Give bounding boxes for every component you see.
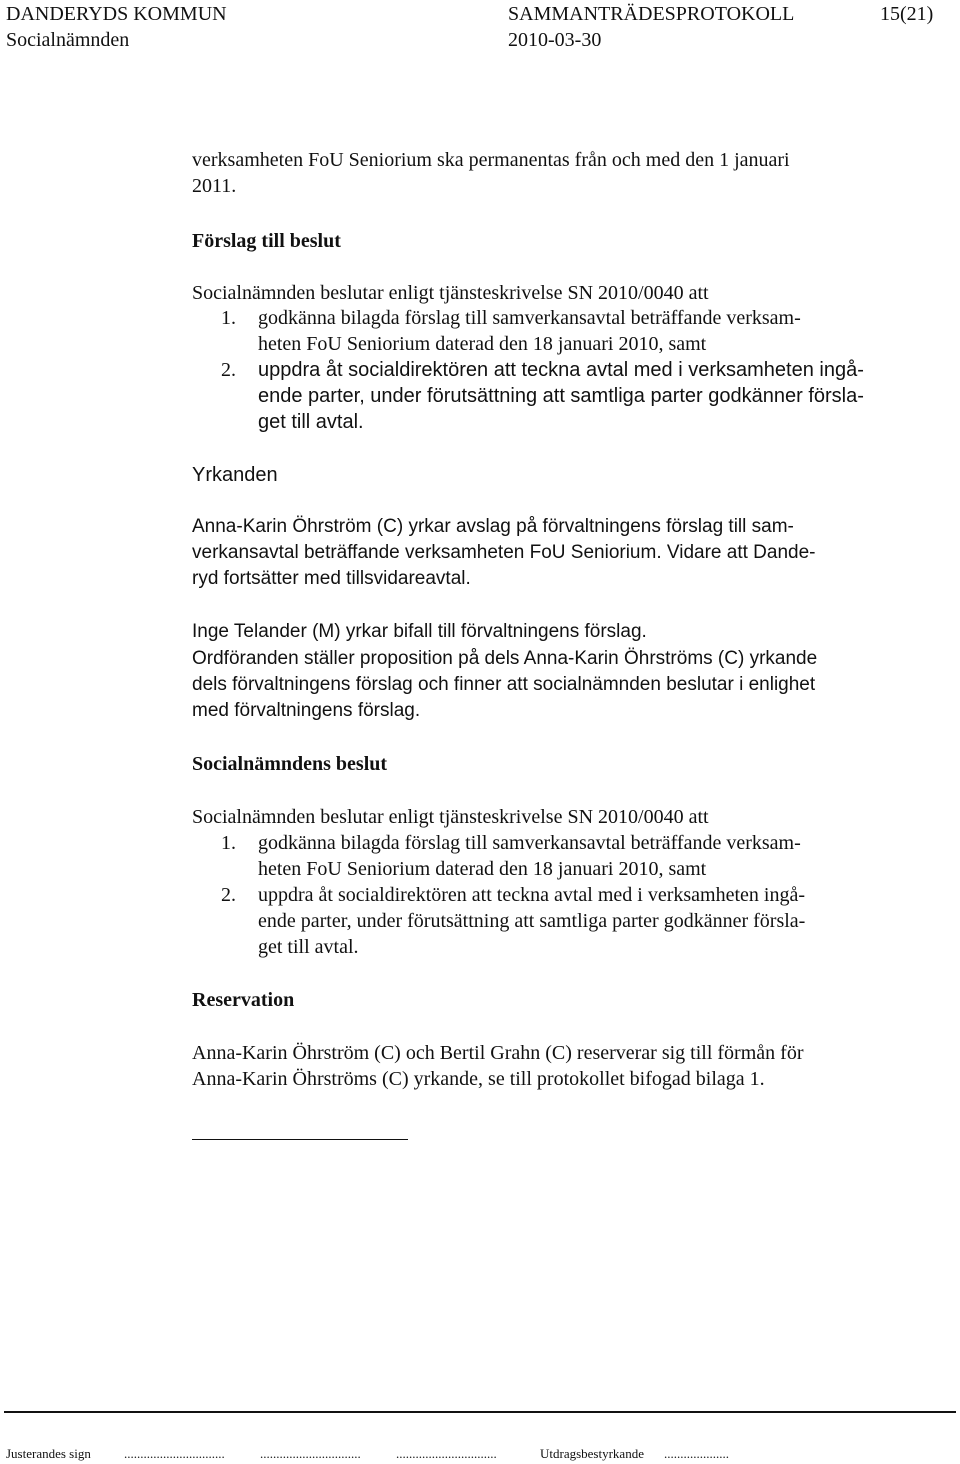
reservation-text: Anna-Karin Öhrströms (C) yrkande, se till protokollet bifogad bilaga 1. — [192, 1068, 765, 1090]
proposal-item-number: 2. — [221, 359, 236, 381]
decision-lead: Socialnämnden beslutar enligt tjänsteskrivelse SN 2010/0040 att — [192, 806, 709, 828]
reservation-text: Anna-Karin Öhrström (C) och Bertil Grahn (C) reserverar sig till förmån för — [192, 1042, 804, 1064]
motion-paragraph: Ordföranden ställer proposition på dels Anna-Karin Öhrströms (C) yrkande — [192, 648, 818, 669]
decision-item-number: 2. — [221, 884, 236, 906]
meeting-date: 2010-03-30 — [508, 29, 602, 51]
extract-field: .................... — [664, 1446, 729, 1461]
decision-item-text: uppdra åt socialdirektören att teckna avtal med i verksamheten ingå- ende parter, under förutsättning att samtliga parter godkänner försla- get till avtal. — [258, 884, 806, 958]
decision-heading: Socialnämndens beslut — [192, 753, 388, 775]
decision-item-number: 1. — [221, 832, 236, 854]
motions-heading: Yrkanden — [192, 464, 278, 486]
motion-paragraph: verkansavtal beträffande verksamheten FoU Seniorium. Vidare att Dande- — [192, 542, 816, 563]
signature-field: ............................... — [396, 1446, 497, 1461]
proposal-item-text: uppdra åt socialdirektören att teckna avtal med i verksamheten ingå- ende parter, under förutsättning att samtliga parter godkänner försla- get till avtal. — [258, 359, 864, 433]
page-number: 15(21) — [880, 3, 934, 25]
extract-label: Utdragsbestyrkande — [540, 1446, 644, 1461]
organization-name: DANDERYDS KOMMUN — [6, 3, 227, 25]
signature-field: ............................... — [260, 1446, 361, 1461]
proposal-heading: Förslag till beslut — [192, 230, 341, 252]
motion-paragraph: med förvaltningens förslag. — [192, 700, 421, 721]
committee-name: Socialnämnden — [6, 29, 130, 51]
footer-rule — [4, 1411, 956, 1413]
signature-label: Justerandes sign — [6, 1446, 91, 1461]
motion-paragraph: ryd fortsätter med tillsvidareavtal. — [192, 568, 471, 589]
decision-item-text: godkänna bilagda förslag till samverkansavtal beträffande verksam- heten FoU Seniorium daterad den 18 januari 2010, samt — [258, 832, 801, 880]
section-divider — [192, 1139, 408, 1140]
motion-paragraph: dels förvaltningens förslag och finner att socialnämnden beslutar i enlighet — [192, 674, 816, 695]
document-type: SAMMANTRÄDESPROTOKOLL — [508, 3, 795, 25]
signature-field: ............................... — [124, 1446, 225, 1461]
intro-line: 2011. — [192, 175, 237, 197]
proposal-lead: Socialnämnden beslutar enligt tjänsteskrivelse SN 2010/0040 att — [192, 282, 709, 304]
proposal-item-text: godkänna bilagda förslag till samverkansavtal beträffande verksam- heten FoU Seniorium daterad den 18 januari 2010, samt — [258, 307, 801, 355]
motion-paragraph: Anna-Karin Öhrström (C) yrkar avslag på förvaltningens förslag till sam- — [192, 516, 794, 537]
motion-paragraph: Inge Telander (M) yrkar bifall till förvaltningens förslag. — [192, 621, 647, 642]
proposal-item-number: 1. — [221, 307, 236, 329]
reservation-heading: Reservation — [192, 989, 295, 1011]
intro-line: verksamheten FoU Seniorium ska permanentas från och med den 1 januari — [192, 149, 790, 171]
